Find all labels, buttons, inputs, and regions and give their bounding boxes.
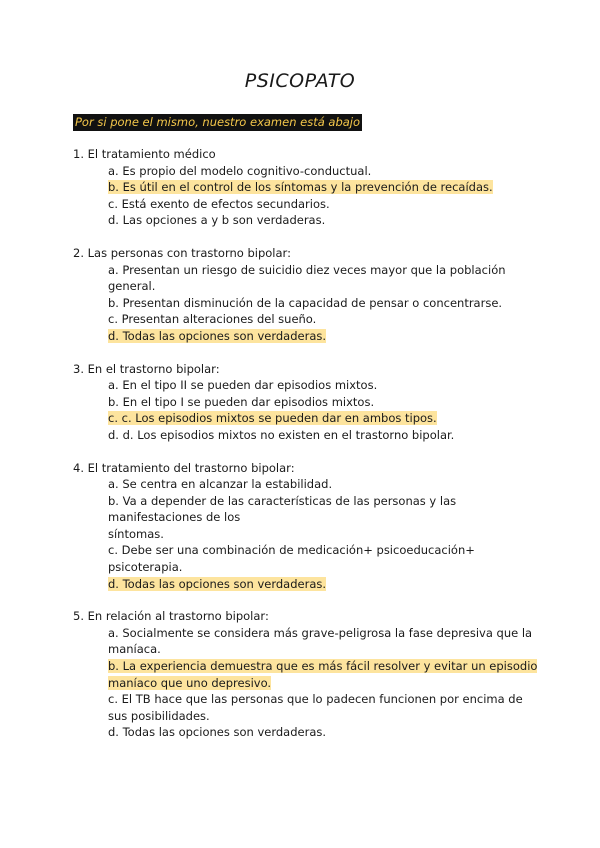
highlighted-answer: c. c. Los episodios mixtos se pueden dar en ambos tipos. <box>108 411 437 426</box>
question-title: 5. En relación al trastorno bipolar: <box>73 609 269 624</box>
highlighted-answer: d. Todas las opciones son verdaderas. <box>108 576 327 591</box>
option-b: b. Va a depender de las características de las personas y las manifestaciones de los <box>108 493 457 525</box>
question-title: 3. En el trastorno bipolar: <box>73 361 220 376</box>
question-title: 2. Las personas con trastorno bipolar: <box>73 245 291 260</box>
option-b: b. En el tipo I se pueden dar episodios mixtos. <box>108 394 375 409</box>
option-d: d. d. Los episodios mixtos no existen en el trastorno bipolar. <box>108 427 455 442</box>
options-list <box>73 625 543 741</box>
option-b-correct <box>108 658 543 691</box>
question-1 <box>73 146 543 229</box>
highlighted-answer: b. Es útil en el control de los síntomas y la prevención de recaídas. <box>108 180 493 195</box>
highlighted-answer: d. Todas las opciones son verdaderas. <box>108 328 327 343</box>
option-b: b. Presentan disminución de la capacidad de pensar o concentrarse. <box>108 295 503 310</box>
option-d: d. Las opciones a y b son verdaderas. <box>108 213 326 228</box>
highlighted-answer: b. La experiencia demuestra que es más fácil resolver y evitar un episodio maníaco que uno depresivo. <box>108 659 538 690</box>
option-b-continued: síntomas. <box>108 526 164 541</box>
option-c: c. Presentan alteraciones del sueño. <box>108 312 317 327</box>
option-d-correct <box>108 328 543 345</box>
option-c-correct <box>108 410 543 427</box>
option-c: c. Debe ser una combinación de medicación+ psicoeducación+ psicoterapia. <box>108 543 475 575</box>
option-d-correct <box>108 576 543 593</box>
question-title: 4. El tratamiento del trastorno bipolar: <box>73 460 295 475</box>
option-b-correct <box>108 179 543 196</box>
options-list <box>73 476 543 592</box>
question-3 <box>73 361 543 444</box>
options-list <box>73 163 543 229</box>
option-a: a. En el tipo II se pueden dar episodios mixtos. <box>108 378 378 393</box>
question-title: 1. El tratamiento médico <box>73 147 216 161</box>
page-title: PSICOPATO <box>244 70 356 92</box>
option-a: a. Presentan un riesgo de suicidio diez veces mayor que la población general. <box>108 262 506 294</box>
options-list <box>73 377 543 443</box>
option-d: d. Todas las opciones son verdaderas. <box>108 725 327 740</box>
question-2 <box>73 245 543 345</box>
option-a: a. Socialmente se considera más grave-peligrosa la fase depresiva que la maníaca. <box>108 625 533 657</box>
question-4 <box>73 460 543 593</box>
option-c: c. Está exento de efectos secundarios. <box>108 196 330 211</box>
question-5 <box>73 608 543 741</box>
option-a: a. Es propio del modelo cognitivo-conductual. <box>108 163 372 178</box>
options-list <box>73 262 543 345</box>
option-a: a. Se centra en alcanzar la estabilidad. <box>108 477 333 492</box>
exam-note: Por si pone el mismo, nuestro examen está abajo <box>75 115 361 129</box>
question-list <box>73 146 543 757</box>
option-c: c. El TB hace que las personas que lo padecen funcionen por encima de sus posibilidades. <box>108 692 523 723</box>
